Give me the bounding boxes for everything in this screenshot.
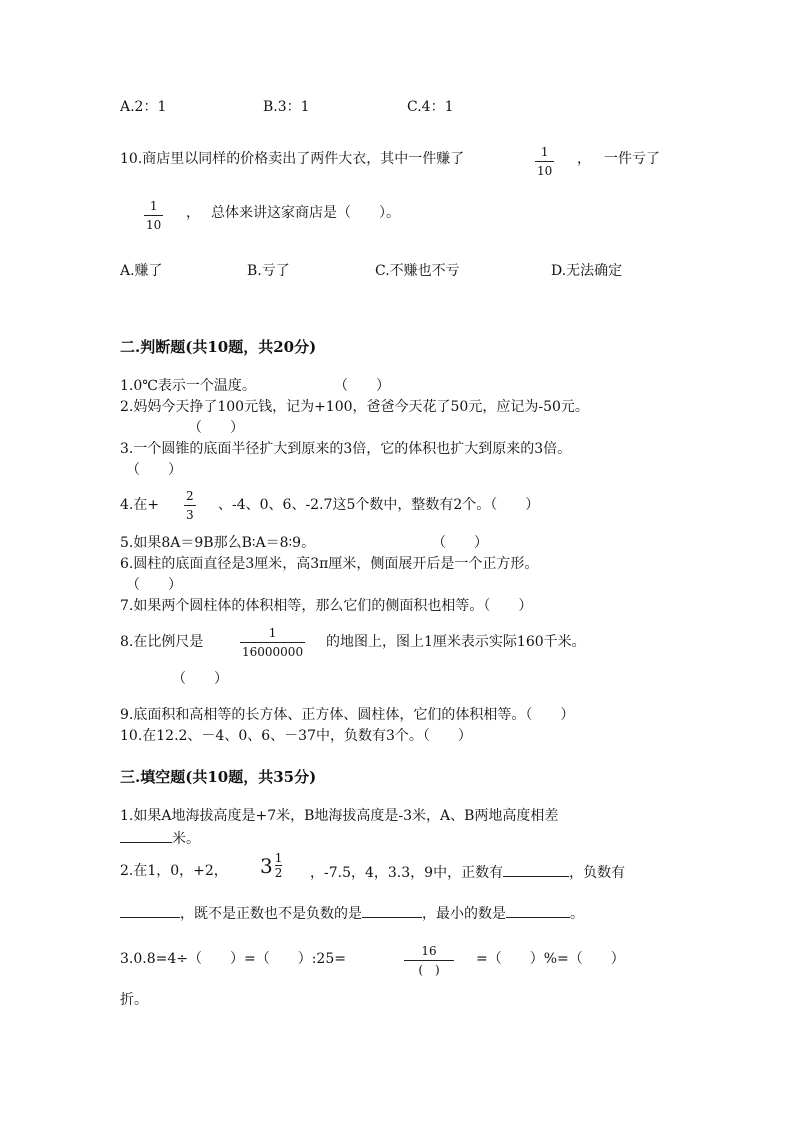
fraction-bar — [144, 215, 163, 216]
fraction-bar — [535, 161, 554, 162]
fraction — [184, 489, 196, 522]
fraction-denominator: 3 — [186, 508, 194, 522]
fraction-denominator: 16000000 — [242, 645, 304, 659]
fraction-numerator: 1 — [268, 626, 277, 640]
fill-blank — [362, 903, 422, 918]
question-text: 6.圆柱的底面直径是3厘米，高3π厘米，侧面展开后是一个正方形。 — [120, 556, 539, 572]
fill-blank — [503, 862, 569, 877]
section-title: 二.判断题(共10题，共20分) — [120, 338, 317, 356]
question-text: ，既不是正数也不是负数的是 — [180, 906, 362, 922]
question-text: =（ ）%=（ ） — [476, 951, 625, 967]
question-text: 的地图上，图上1厘米表示实际160千米。 — [326, 634, 586, 650]
fraction-bar — [404, 960, 454, 961]
question-text: ，负数有 — [569, 865, 626, 881]
answer-paren: （ ） — [188, 420, 244, 436]
fraction — [240, 626, 305, 659]
fraction-numerator: 1 — [149, 199, 158, 213]
fill-blank — [506, 903, 570, 918]
fraction — [535, 145, 554, 178]
answer-paren: （ ） — [334, 378, 390, 394]
mixed-number-whole: 3 — [260, 853, 273, 878]
question-text: 1.0℃表示一个温度。 — [120, 378, 256, 394]
section-title: 三.填空题(共10题，共35分) — [120, 768, 317, 786]
answer-line — [120, 828, 200, 848]
answer-paren: （ ） — [172, 671, 228, 687]
fraction-denominator: 10 — [146, 218, 162, 232]
option-c: C.不赚也不亏 — [375, 263, 460, 279]
option-a: A.赚了 — [120, 263, 163, 279]
question-text: 9.底面积和高相等的长方体、正方体、圆柱体，它们的体积相等。（ ） — [120, 707, 575, 723]
option-c: C.4：1 — [407, 99, 454, 115]
question-10-text: 总体来讲这家商店是（ ）。 — [211, 205, 400, 221]
fraction — [275, 852, 283, 879]
question-text: 折。 — [120, 992, 148, 1008]
question-text: 1.如果A地海拔高度是+7米，B地海拔高度是-3米，A、B两地高度相差 — [120, 808, 559, 824]
question-text: 。 — [570, 906, 584, 922]
fraction — [144, 199, 163, 232]
question-text: 、-4、0、6、-2.7这5个数中，整数有2个。（ ） — [218, 497, 540, 513]
question-text: 8.在比例尺是 — [120, 634, 204, 650]
question-text: 2.在1，0，+2， — [120, 863, 228, 879]
option-b: B.亏了 — [247, 263, 290, 279]
question-text: 4.在+ — [120, 497, 160, 513]
fill-blank — [120, 828, 172, 843]
fill-blank — [120, 903, 180, 918]
question-text: 7.如果两个圆柱体的体积相等，那么它们的侧面积也相等。（ ） — [120, 598, 533, 614]
question-text: 3.0.8=4÷（ ）=（ ）:25= — [120, 951, 346, 967]
mixed-number — [260, 852, 282, 879]
question-text: 2.妈妈今天挣了100元钱，记为+100，爸爸今天花了50元，应记为-50元。 — [120, 399, 589, 415]
answer-paren: （ ） — [126, 577, 182, 593]
question-text: ，-7.5，4，3.3，9中，正数有 — [310, 865, 504, 881]
comma: ， — [577, 151, 591, 167]
fraction-denominator: 2 — [274, 866, 283, 880]
option-a: A.2：1 — [120, 99, 167, 115]
answer-line — [120, 903, 584, 923]
question-text: 3.一个圆锥的底面半径扩大到原来的3倍，它的体积也扩大到原来的3倍。 — [120, 441, 572, 457]
question-10-text: 一件亏了 — [604, 151, 660, 167]
fraction-denominator: ( ) — [418, 963, 440, 977]
answer-paren: （ ） — [432, 535, 488, 551]
fraction-numerator: 1 — [274, 851, 283, 865]
fraction — [404, 944, 454, 977]
fraction-numerator: 2 — [186, 489, 194, 503]
question-text: ，最小的数是 — [422, 906, 506, 922]
answer-line — [310, 862, 625, 882]
question-10-text: 10.商店里以同样的价格卖出了两件大衣，其中一件赚了 — [120, 151, 465, 167]
fraction-denominator: 10 — [537, 164, 553, 178]
question-text: 5.如果8A＝9B那么B∶A＝8∶9。 — [120, 535, 316, 551]
option-b: B.3：1 — [263, 99, 310, 115]
fraction-bar — [240, 642, 305, 643]
fraction-numerator: 1 — [540, 145, 549, 159]
fraction-numerator: 16 — [421, 944, 437, 958]
question-text: 米。 — [172, 831, 200, 847]
option-d: D.无法确定 — [551, 263, 623, 279]
question-text: 10.在12.2、－4、0、6、－37中，负数有3个。（ ） — [120, 728, 472, 744]
fraction-bar — [184, 505, 196, 506]
comma: ， — [186, 205, 200, 221]
answer-paren: （ ） — [126, 462, 182, 478]
